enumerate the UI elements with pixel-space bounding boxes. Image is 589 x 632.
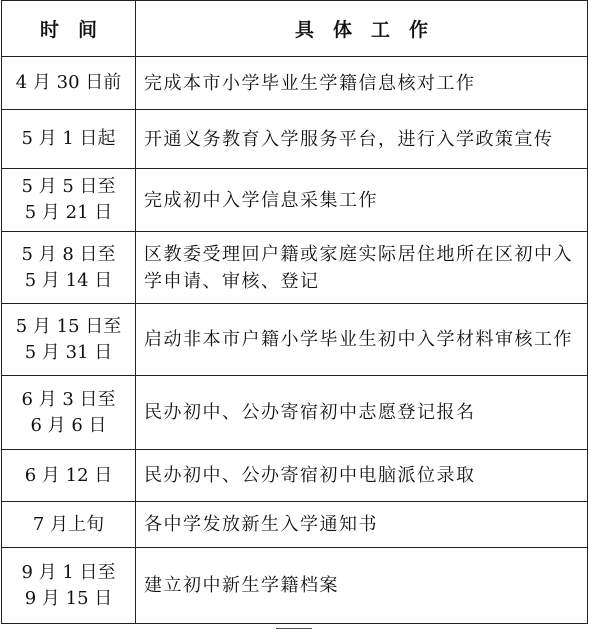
time-text: 5 月 5 日至 bbox=[21, 176, 116, 197]
time-text: 6 月 6 日 bbox=[30, 414, 107, 436]
task-cell: 启动非本市户籍小学毕业生初中入学材料审核工作 bbox=[136, 304, 588, 376]
time-cell bbox=[2, 502, 136, 548]
time-text: 4 月 30 日前 bbox=[15, 72, 122, 93]
header-task: 具 体 工 作 bbox=[136, 1, 588, 57]
task-cell: 建立初中新生学籍档案 bbox=[136, 548, 588, 624]
header-row bbox=[2, 1, 588, 57]
time-text: 7 月上旬 bbox=[32, 513, 105, 535]
table-row bbox=[2, 232, 588, 304]
table-row bbox=[2, 548, 588, 624]
time-cell bbox=[2, 376, 136, 450]
time-cell bbox=[2, 169, 136, 232]
schedule-table bbox=[1, 0, 588, 624]
table-row bbox=[2, 450, 588, 502]
table-row bbox=[2, 169, 588, 232]
time-text: 5 月 14 日 bbox=[24, 269, 113, 291]
table-row bbox=[2, 376, 588, 450]
task-cell: 民办初中、公办寄宿初中电脑派位录取 bbox=[136, 450, 588, 502]
task-cell: 开通义务教育入学服务平台，进行入学政策宣传 bbox=[136, 110, 588, 169]
time-cell bbox=[2, 110, 136, 169]
time-text: 5 月 1 日起 bbox=[21, 128, 116, 149]
task-cell: 各中学发放新生入学通知书 bbox=[136, 502, 588, 548]
time-cell bbox=[2, 548, 136, 624]
time-cell bbox=[2, 57, 136, 110]
time-text: 9 月 15 日 bbox=[24, 587, 113, 609]
header-time: 时 间 bbox=[2, 1, 136, 57]
time-cell bbox=[2, 304, 136, 376]
table-row bbox=[2, 110, 588, 169]
time-text: 6 月 3 日至 bbox=[21, 388, 116, 410]
time-text: 5 月 31 日 bbox=[24, 341, 113, 363]
time-text: 5 月 15 日至 bbox=[15, 315, 122, 337]
time-cell bbox=[2, 232, 136, 304]
task-cell: 区教委受理回户籍或家庭实际居住地所在区初中入学申请、审核、登记 bbox=[136, 232, 588, 304]
task-cell: 完成本市小学毕业生学籍信息核对工作 bbox=[136, 57, 588, 110]
time-text: 5 月 21 日 bbox=[24, 202, 113, 223]
table-row bbox=[2, 502, 588, 548]
time-cell bbox=[2, 450, 136, 502]
time-text: 9 月 1 日至 bbox=[21, 561, 116, 583]
time-text: 5 月 8 日至 bbox=[21, 243, 116, 265]
table-row bbox=[2, 57, 588, 110]
time-text: 6 月 12 日 bbox=[24, 464, 113, 486]
task-cell: 完成初中入学信息采集工作 bbox=[136, 169, 588, 232]
task-cell: 民办初中、公办寄宿初中志愿登记报名 bbox=[136, 376, 588, 450]
table-row bbox=[2, 304, 588, 376]
page-divider-mark bbox=[276, 628, 312, 632]
